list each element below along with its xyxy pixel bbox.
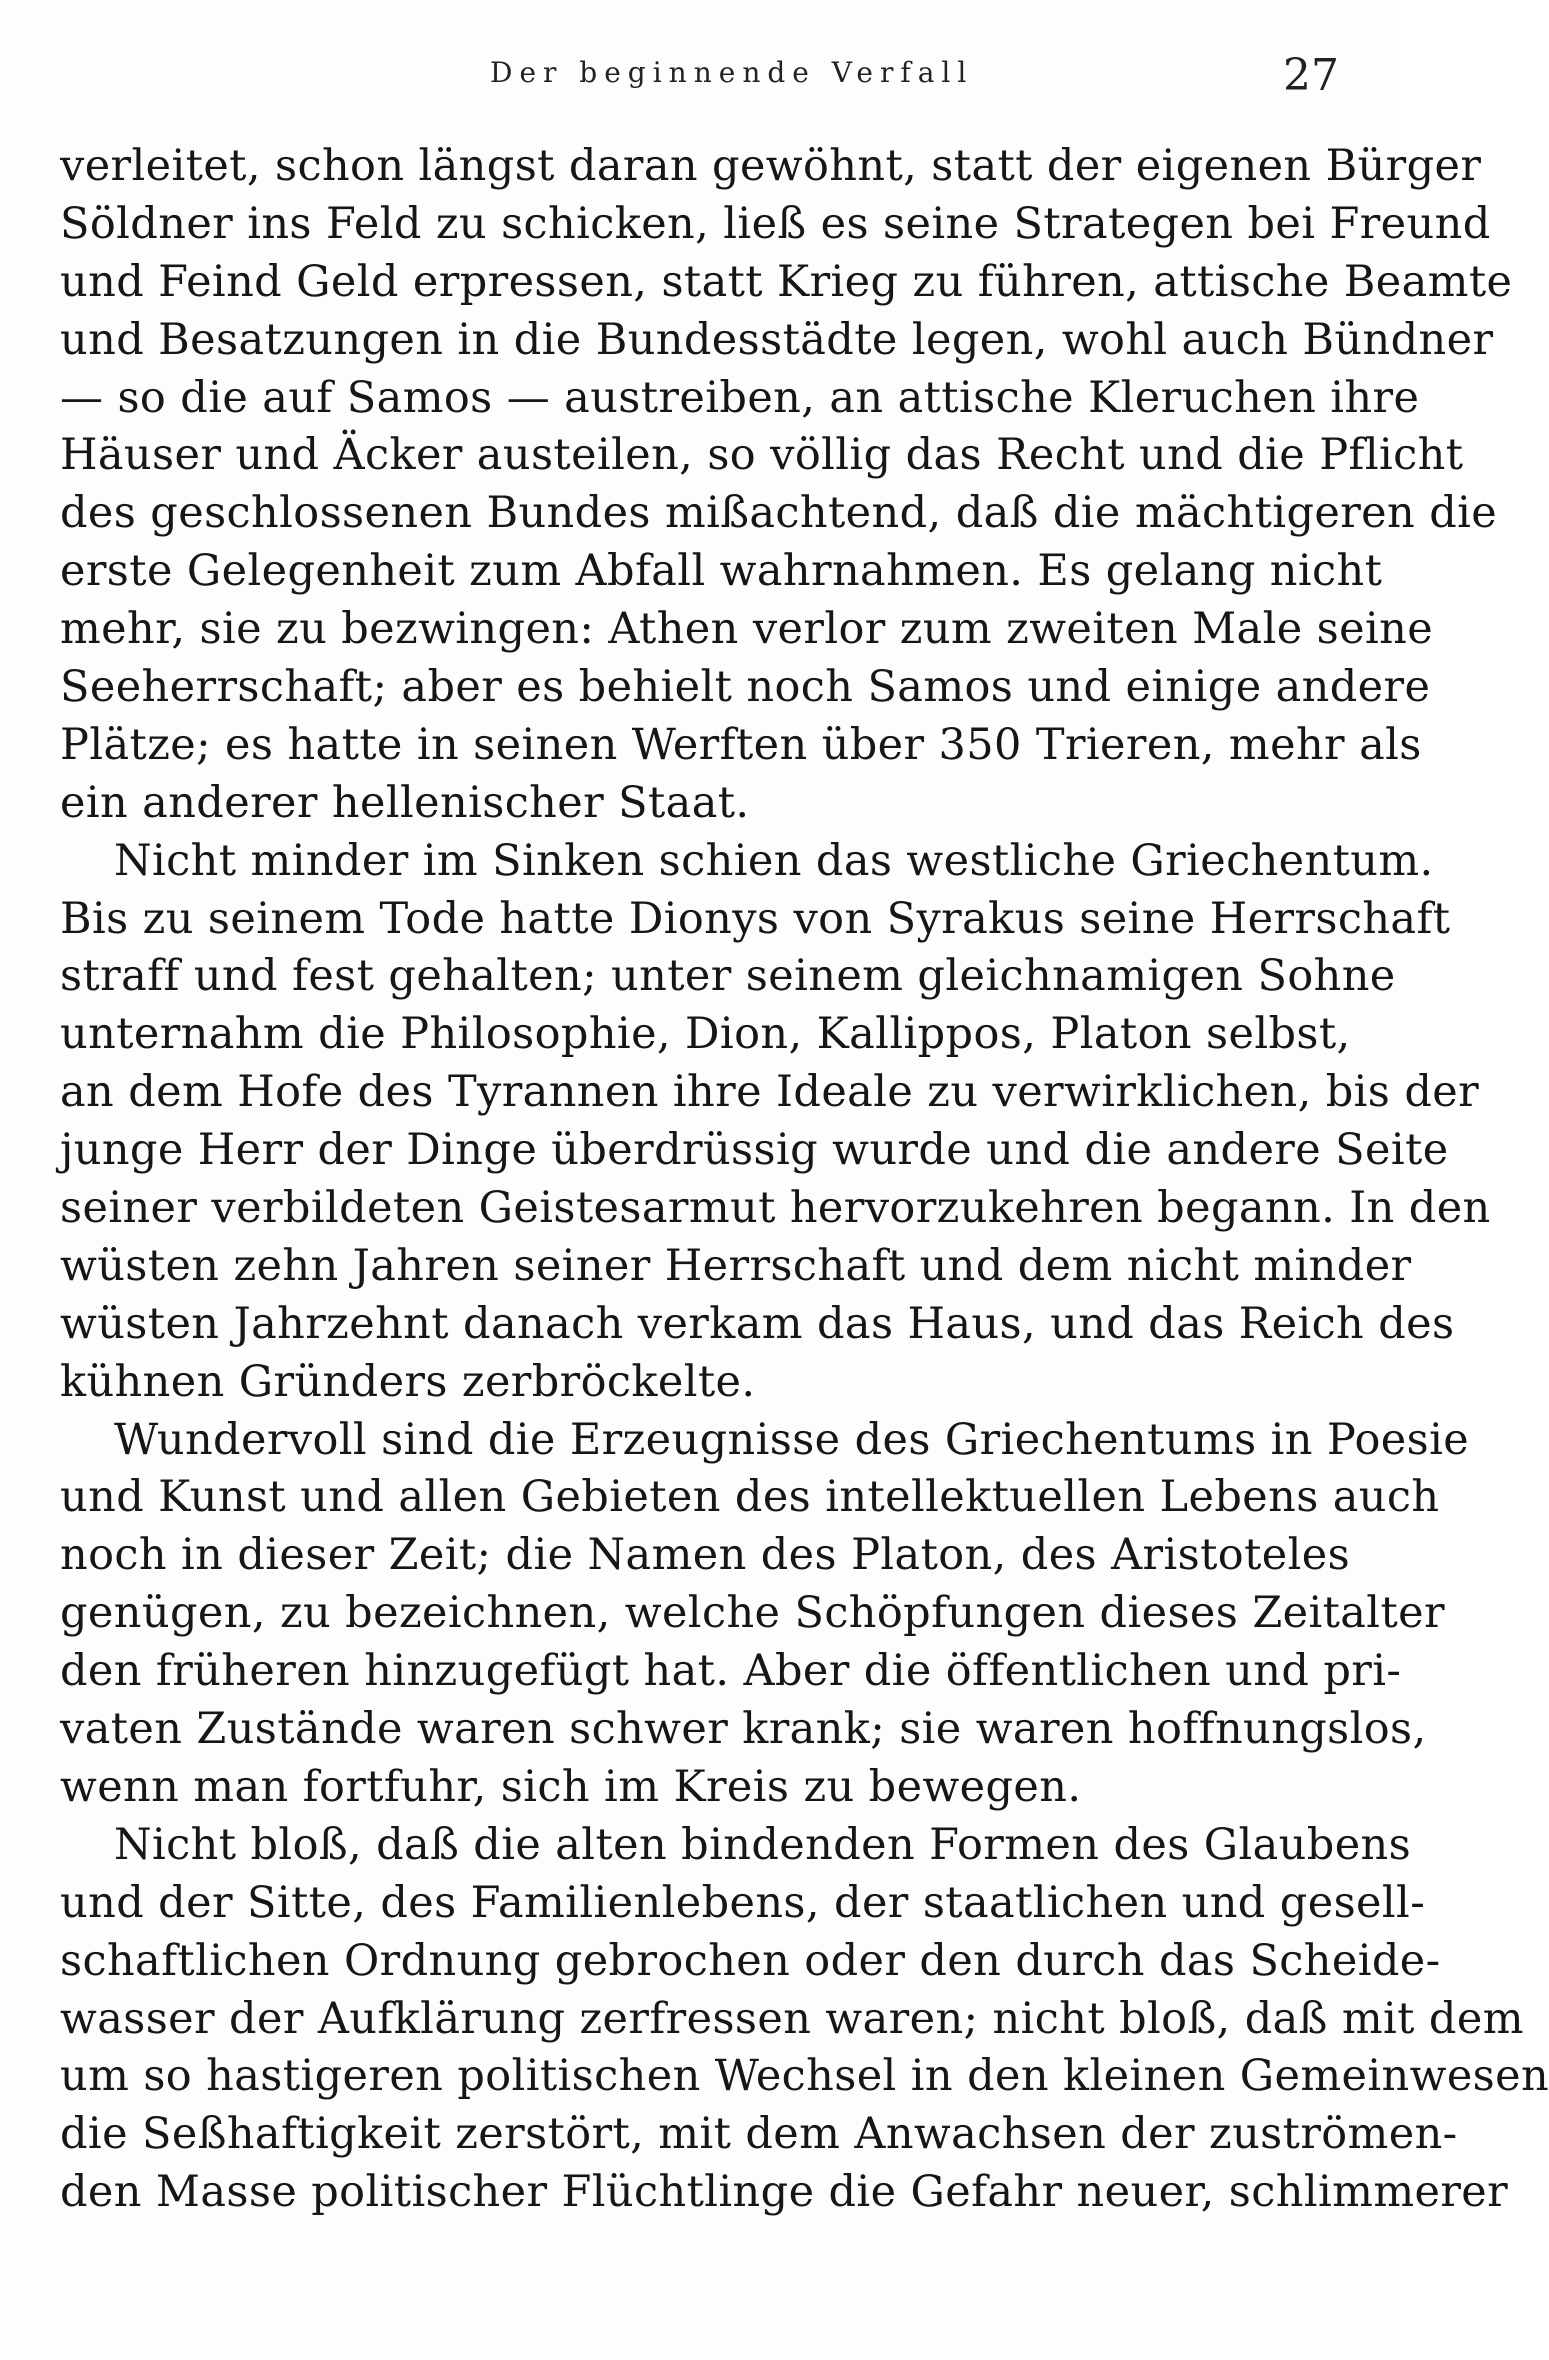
running-head bbox=[0, 50, 1399, 110]
text-line: den früheren hinzugefügt hat. Aber die öffentlichen und pri- bbox=[60, 1646, 1402, 1697]
text-line: den Masse politischer Flüchtlinge die Gefahr neuer, schlimmerer bbox=[60, 2167, 1509, 2218]
text-line: und Besatzungen in die Bundesstädte legen, wohl auch Bündner bbox=[60, 314, 1494, 365]
text-line: um so hastigeren politischen Wechsel in den kleinen Gemeinwesen bbox=[60, 2051, 1549, 2102]
text-line: schaftlichen Ordnung gebrochen oder den durch das Scheide- bbox=[60, 1935, 1441, 1986]
text-line: — so die auf Samos — austreiben, an attische Kleruchen ihre bbox=[60, 372, 1420, 423]
text-line: wüsten zehn Jahren seiner Herrschaft und dem nicht minder bbox=[60, 1240, 1412, 1291]
text-line: ein anderer hellenischer Staat. bbox=[60, 777, 750, 828]
text-line: Häuser und Äcker austeilen, so völlig das Recht und die Pflicht bbox=[60, 430, 1464, 481]
page-number: 27 bbox=[1283, 50, 1339, 101]
text-line: verleitet, schon längst daran gewöhnt, statt der eigenen Bürger bbox=[60, 141, 1482, 191]
text-line: Nicht bloß, daß die alten bindenden Formen des Glaubens bbox=[114, 1819, 1412, 1870]
text-line: Plätze; es hatte in seinen Werften über 350 Trieren, mehr als bbox=[60, 719, 1422, 770]
text-line: unternahm die Philosophie, Dion, Kallippos, Platon selbst, bbox=[60, 1009, 1351, 1060]
text-line: und der Sitte, des Familienlebens, der staatlichen und gesell- bbox=[60, 1877, 1426, 1928]
text-line: Söldner ins Feld zu schicken, ließ es seine Strategen bei Freund bbox=[60, 198, 1491, 249]
text-line: wüsten Jahrzehnt danach verkam das Haus, und das Reich des bbox=[60, 1298, 1455, 1349]
text-line: und Kunst und allen Gebieten des intellektuellen Lebens auch bbox=[60, 1472, 1440, 1523]
text-line: wenn man fortfuhr, sich im Kreis zu bewegen. bbox=[60, 1761, 1082, 1812]
running-title: Der beginnende Verfall bbox=[490, 56, 974, 89]
text-line: Wundervoll sind die Erzeugnisse des Griechentums in Poesie bbox=[114, 1414, 1470, 1465]
text-line: und Feind Geld erpressen, statt Krieg zu führen, attische Beamte bbox=[60, 256, 1513, 307]
text-line: straff und fest gehalten; unter seinem gleichnamigen Sohne bbox=[60, 951, 1396, 1002]
text-line: genügen, zu bezeichnen, welche Schöpfungen dieses Zeitalter bbox=[60, 1588, 1445, 1639]
text-line: vaten Zustände waren schwer krank; sie waren hoffnungslos, bbox=[60, 1704, 1427, 1755]
text-line: kühnen Gründers zerbröckelte. bbox=[60, 1356, 756, 1407]
text-line: wasser der Aufklärung zerfressen waren; nicht bloß, daß mit dem bbox=[60, 1993, 1524, 2044]
text-line: erste Gelegenheit zum Abfall wahrnahmen. Es gelang nicht bbox=[60, 546, 1383, 597]
text-line: des geschlossenen Bundes mißachtend, daß die mächtigeren die bbox=[60, 488, 1498, 539]
text-line: seiner verbildeten Geistesarmut hervorzukehren begann. In den bbox=[60, 1183, 1491, 1234]
text-line: Nicht minder im Sinken schien das westliche Griechentum. bbox=[114, 835, 1434, 886]
body-text bbox=[60, 138, 1549, 2222]
text-line: noch in dieser Zeit; die Namen des Platon, des Aristoteles bbox=[60, 1530, 1351, 1581]
text-line: Seeherrschaft; aber es behielt noch Samos und einige andere bbox=[60, 662, 1431, 713]
text-line: junge Herr der Dinge überdrüssig wurde und die andere Seite bbox=[60, 1125, 1449, 1176]
text-line: mehr, sie zu bezwingen: Athen verlor zum zweiten Male seine bbox=[60, 604, 1434, 655]
text-line: Bis zu seinem Tode hatte Dionys von Syrakus seine Herrschaft bbox=[60, 893, 1451, 944]
text-line: an dem Hofe des Tyrannen ihre Ideale zu verwirklichen, bis der bbox=[60, 1067, 1480, 1118]
text-line: die Seßhaftigkeit zerstört, mit dem Anwachsen der zuströmen- bbox=[60, 2109, 1458, 2160]
